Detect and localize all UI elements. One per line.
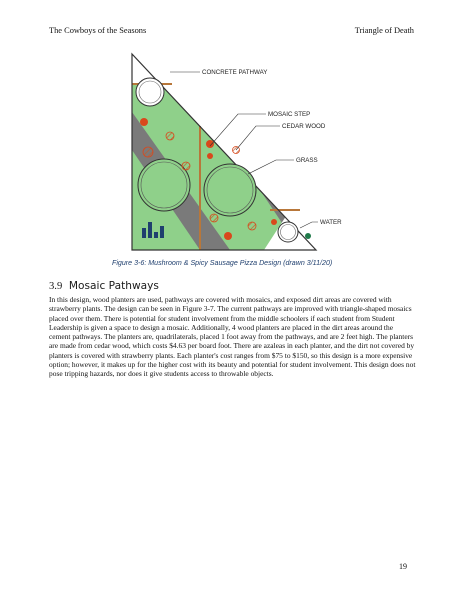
- mosaic-step: [271, 219, 277, 225]
- page-header: [49, 26, 414, 35]
- header-left: The Cowboys of the Seasons: [49, 26, 147, 35]
- page-number: 19: [399, 562, 407, 571]
- mosaic-step: [143, 147, 153, 157]
- bar-icon-bar: [142, 228, 146, 238]
- section-number: 3.9: [49, 281, 63, 292]
- section-body: [49, 295, 416, 379]
- mosaic-step: [210, 214, 218, 222]
- bar-icon-bar: [148, 222, 152, 238]
- planter-circle: [136, 78, 164, 106]
- bar-icon-bar: [154, 232, 158, 238]
- mosaic-step: [207, 153, 213, 159]
- leader-grass: [248, 160, 294, 174]
- planter-circle: [278, 222, 298, 242]
- triangle-diagram: [90, 50, 380, 260]
- label-concrete-pathway: CONCRETE PATHWAY: [202, 69, 268, 76]
- leader-water: [300, 222, 318, 228]
- mosaic-step: [182, 162, 190, 170]
- section-title: Mosaic Pathways: [68, 280, 159, 292]
- design-figure: [90, 50, 380, 260]
- leader-cedar: [236, 126, 280, 150]
- mosaic-step: [166, 132, 174, 140]
- header-right: Triangle of Death: [354, 26, 414, 35]
- bar-icon-bar: [160, 226, 164, 238]
- label-grass: GRASS: [296, 157, 318, 164]
- mosaic-step: [206, 140, 214, 148]
- body-paragraph: In this design, wood planters are used, pathways are covered with mosaics, and exposed dirt areas are covered with strawberry plants. The design can be seen in Figure 3-7. The current pathways are improved with triangle-shaped mosaics placed over them. There is potential for student involvement from the middle schoolers if each student from Student Leadership is given a space to design a mosaic. Additionally, 4 wood planters are placed in the dirt areas around the cement pathways. The planters are, quadrilaterals, placed 1 foot away from the pathways, and are 2 feet high. The planters are made from cedar wood, which costs $4.63 per board foot. There are azaleas in each planter, and the dirt not covered by planters is covered with strawberry plants. Each planter's cost ranges from $75 to $150, so this design is a more expensive option; however, it makes up for the higher cost with its beauty and potential for student involvement. This design does not pose tripping hazards, nor does it give students access to throwable objects.: [49, 295, 416, 379]
- water-symbol: [305, 233, 311, 239]
- label-water: WATER: [320, 219, 342, 226]
- section-heading: [49, 280, 159, 292]
- planter-circle: [204, 164, 256, 216]
- label-cedar-wood: CEDAR WOOD: [282, 123, 326, 130]
- figure-caption: Figure 3-6: Mushroom & Spicy Sausage Pizza Design (drawn 3/11/20): [112, 259, 333, 267]
- mosaic-step: [224, 232, 232, 240]
- mosaic-step: [140, 118, 148, 126]
- label-mosaic-step: MOSAIC STEP: [268, 111, 311, 118]
- leader-mosaic: [210, 114, 266, 146]
- mosaic-step: [248, 222, 256, 230]
